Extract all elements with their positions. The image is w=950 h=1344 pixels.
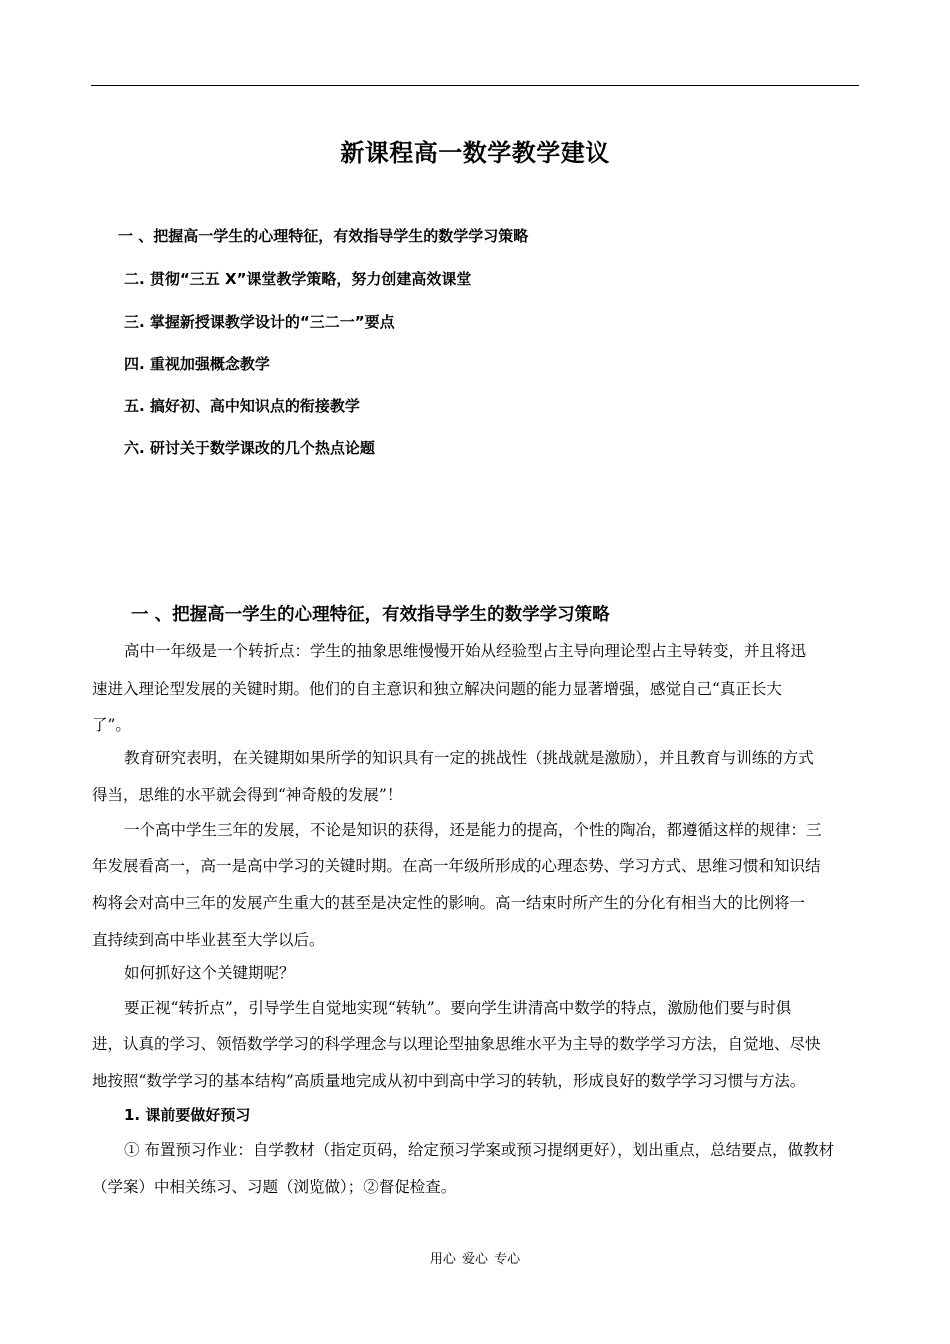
text-line: （学案）中相关练习、习题（浏览做）；②督促检查。 — [92, 1178, 457, 1196]
text-line: 地按照“数学学习的基本结构”高质量地完成从初中到高中学习的转轨，形成良好的数学学习习惯与方法。 — [92, 1072, 806, 1090]
toc-item: 四. 重视加强概念教学 — [124, 355, 270, 373]
text-line: 构将会对高中三年的发展产生重大的甚至是决定性的影响。高一结束时所产生的分化有相当大的比例将一 — [92, 894, 806, 912]
toc-item: 六. 研讨关于数学课改的几个热点论题 — [124, 439, 375, 457]
toc-item: 三. 掌握新授课教学设计的“三二一”要点 — [124, 313, 395, 331]
text-line: 教育研究表明，在关键期如果所学的知识具有一定的挑战性（挑战就是激励），并且教育与训练的方式 — [124, 749, 814, 767]
toc-item: 五. 搞好初、高中知识点的衔接教学 — [124, 397, 360, 415]
text-line: 要正视“转折点”，引导学生自觉地实现“转轨”。要向学生讲清高中数学的特点，激励他们要与时俱 — [124, 999, 792, 1017]
text-line: 速进入理论型发展的关键时期。他们的自主意识和独立解决问题的能力显著增强，感觉自己“真正长大 — [92, 680, 782, 698]
document-title: 新课程高一数学教学建议 — [340, 139, 610, 167]
subheading: 1. 课前要做好预习 — [124, 1106, 251, 1124]
header-rule — [91, 85, 859, 86]
text-line: 进，认真的学习、领悟数学学习的科学理念与以理论型抽象思维水平为主导的数学学习方法，自觉地、尽快 — [92, 1035, 821, 1053]
text-line: 如何抓好这个关键期呢？ — [124, 964, 295, 982]
text-line: 一个高中学生三年的发展，不论是知识的获得，还是能力的提高，个性的陶冶，都遵循这样的规律：三 — [124, 821, 822, 839]
text-line: 高中一年级是一个转折点：学生的抽象思维慢慢开始从经验型占主导向理论型占主导转变，并且将迅 — [124, 642, 807, 660]
text-line: 得当，思维的水平就会得到“神奇般的发展”！ — [92, 786, 403, 804]
text-line: 了”。 — [92, 716, 131, 734]
section-heading: 一 、把握高一学生的心理特征，有效指导学生的数学学习策略 — [131, 605, 610, 625]
page-footer: 用心 爱心 专心 — [429, 1252, 521, 1267]
text-line: 直持续到高中毕业甚至大学以后。 — [92, 931, 325, 949]
toc-item: 二. 贯彻“三五 X”课堂教学策略，努力创建高效课堂 — [124, 270, 472, 288]
toc-item: 一 、把握高一学生的心理特征，有效指导学生的数学学习策略 — [118, 227, 529, 245]
text-line: ① 布置预习作业：自学教材（指定页码，给定预习学案或预习提纲更好），划出重点，总结要点，做教材 — [124, 1141, 835, 1159]
text-line: 年发展看高一，高一是高中学习的关键时期。在高一年级所形成的心理态势、学习方式、思维习惯和知识结 — [92, 857, 821, 875]
